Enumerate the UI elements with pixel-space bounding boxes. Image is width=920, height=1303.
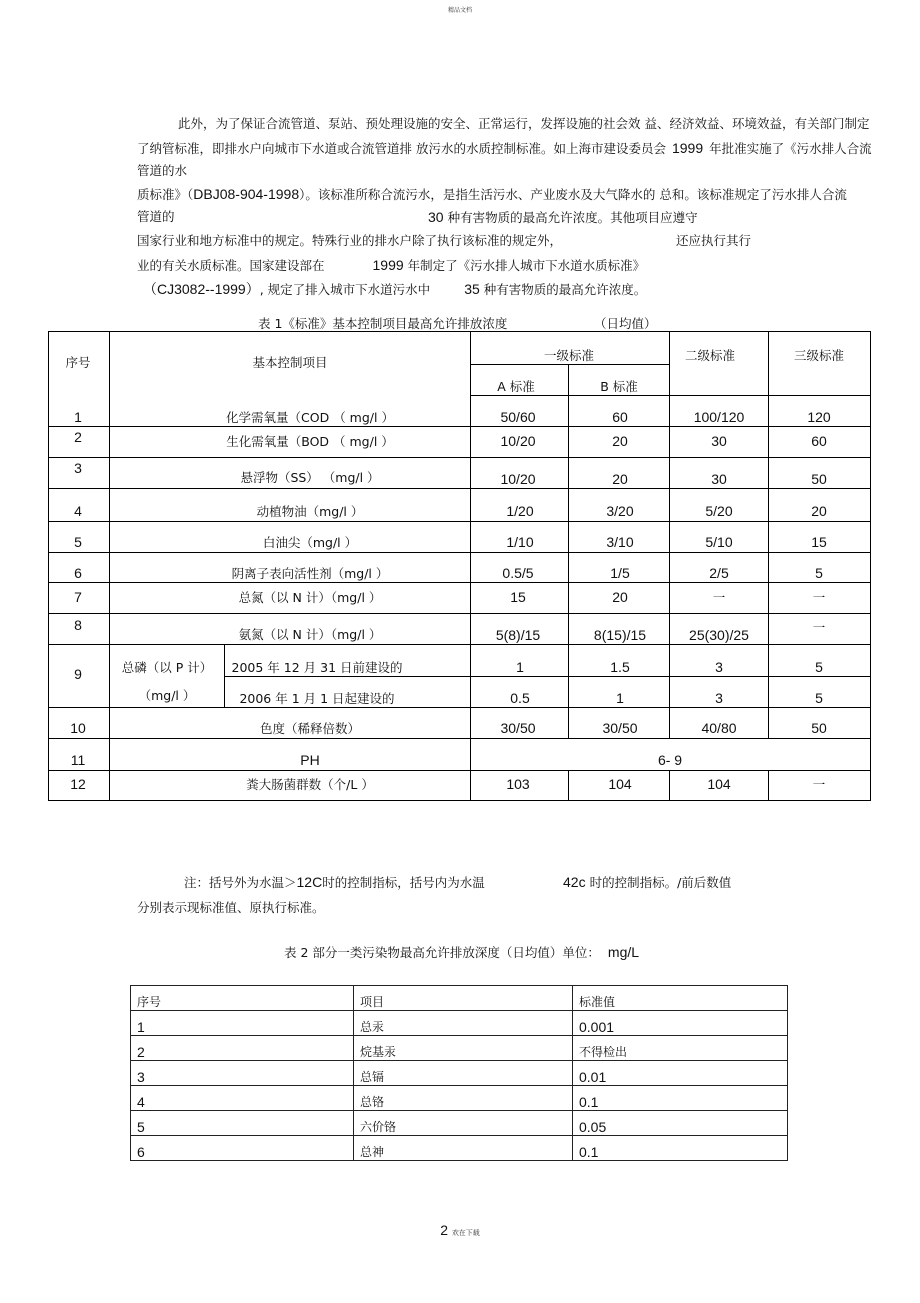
table2-caption: 表 2 部分一类污染物最高允许排放深度（日均值）单位： mg/L bbox=[284, 944, 640, 960]
para-line-5a: 管道的 bbox=[137, 209, 175, 224]
para-line-1: 此外，为了保证合流管道、泵站、预处理设施的安全、正常运行，发挥设施的社会效 益、经济效益、环境效益，有关部门制定 bbox=[178, 116, 870, 131]
t1-header-a: A 标准 bbox=[497, 379, 535, 394]
para-line-4: 质标准》（DBJ08-904-1998）。该标准所称合流污水，是指生活污水、产业废水及大气降水的 总和。该标准规定了污水排人合流 bbox=[137, 186, 847, 202]
t2-row: 5 六价铬 0.05 bbox=[131, 1111, 788, 1136]
t2-row: 4 总铬 0.1 bbox=[131, 1086, 788, 1111]
para-line-6a: 国家行业和地方标准中的规定。特殊行业的排水户除了执行该标准的规定外， bbox=[137, 233, 563, 248]
table1-caption-note: （日均值） bbox=[594, 316, 657, 331]
table1: 序号 基本控制项目 一级标准 二级标准 三级标准 A 标准 B 标准 1 化学需氧量（COD （ mg/l ） 50/60 60 100/120 120 2 生化需氧量（BOD （ mg/l ） 10/20 20 30 60 3 悬浮物（SS） （mg/l ） 10/20 20 30 50 4 动植物油（mg/l ） 1/20 3/20 5/20 20 5 白油尖（mg/l ） 1/10 3/10 5/10 15 6 阴离子表向活性剂（mg/l ） 0.5/5 1/5 2/5 5 7 总氮（以 N 计）（mg/l ） 15 20 一 一 8 氨氮（以 N 计）（mg/l ） 5(8)/15 8(15)/15 25(30)/25 一 9 总磷（以 P 计） （mg/l ） 2005 年 12 月 31 日前建设的 1 1.5 3 5 2006 年 1 月 1 日起建设的 0.5 1 3 5 10 色度（稀释倍数） 30/50 30/50 40/80 50 11 PH 6- 9 12 粪大肠菌群数（个/L ） 103 104 104 一 bbox=[48, 331, 871, 801]
page-footer bbox=[0, 1222, 920, 1238]
t2-row: 6 总神 0.1 bbox=[131, 1136, 788, 1161]
t1-header-item: 基本控制项目 bbox=[252, 355, 328, 370]
para-line-3: 管道的水 bbox=[137, 163, 188, 178]
t2-row: 2 烷基汞 不得检出 bbox=[131, 1036, 788, 1061]
t2-row: 1 总汞 0.001 bbox=[131, 1011, 788, 1036]
page-number: 2 bbox=[440, 1222, 448, 1238]
para-line-6b: 还应执行其行 bbox=[676, 233, 752, 248]
para-line-2: 了纳管标准，即排水户向城市下水道或合流管道排 放污水的水质控制标准。如上海市建设委员会 1999 年批准实施了《污水排人合流 bbox=[137, 140, 872, 156]
t2-header-row: 序号 项目 标准值 bbox=[131, 986, 788, 1011]
t1-header-seq: 序号 bbox=[65, 355, 91, 370]
para-line-7: 业的有关水质标准。国家建设部在 1999 年制定了《污水排人城市下水道水质标准》 bbox=[137, 257, 646, 273]
para-line-8: （CJ3082--1999）, 规定了排入城市下水道污水中 35 种有害物质的最高允许浓度。 bbox=[143, 281, 647, 297]
t1-header-grade1: 一级标准 bbox=[543, 348, 595, 363]
t1-header-b: B 标准 bbox=[600, 379, 638, 394]
page-header: 精品文档 bbox=[447, 7, 472, 14]
footer-text: 欢在下载 bbox=[451, 1229, 480, 1237]
t1-header-grade2: 二级标准 bbox=[684, 348, 736, 363]
table2 bbox=[130, 985, 788, 1161]
para-line-5b: 30 种有害物质的最高允许浓度。其他项目应遵守 bbox=[428, 209, 698, 225]
t1-header-grade3: 三级标准 bbox=[793, 348, 845, 363]
t2-row: 3 总镉 0.01 bbox=[131, 1061, 788, 1086]
table1-caption: 表 1《标准》基本控制项目最高允许排放浓度 bbox=[258, 316, 508, 331]
